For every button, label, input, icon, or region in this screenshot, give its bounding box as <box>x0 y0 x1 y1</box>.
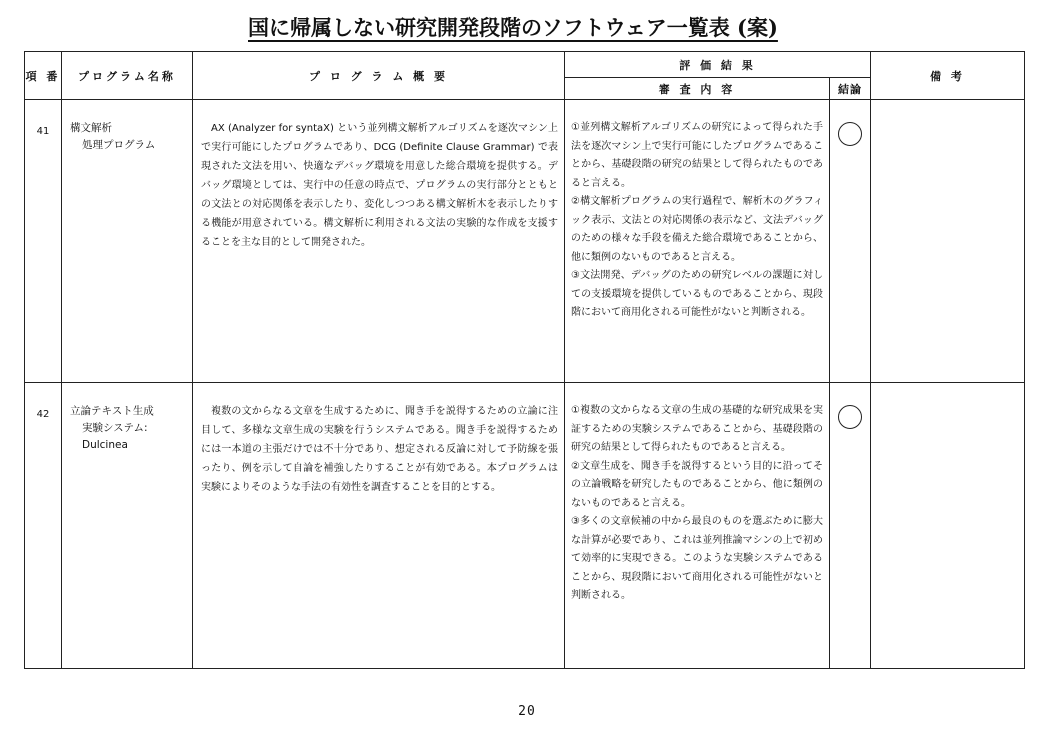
program-summary: AX (Analyzer for syntaX) という並列構文解析アルゴリズムを逐次マシン上で実行可能にしたプログラムであり、DCG (Definite Clause Grammar) で表現された文法を用い、快適なデバッグ環境を用意した総合環境を提供する。デバッグ環境としては、実行中の任意の時点で、プログラムの実行部分とともとの文法との対応関係を表示したり、変化しつつある構文解析木を表示したりする機能が用意されている。構文解析に利用される文法の実験的な作成を支援することを主な目的として開発された。 <box>193 100 565 383</box>
approved-circle-icon <box>838 405 862 429</box>
header-evaluation-result: 評 価 結 果 <box>565 52 871 78</box>
remarks-cell <box>871 100 1025 383</box>
conclusion-cell <box>830 383 871 669</box>
software-list-table <box>24 51 1025 669</box>
review-point: ③多くの文章候補の中から最良のものを選ぶために膨大な計算が必要であり、これは並列推論マシンの上で初めて効率的に実現できる。このような実験システムであることから、現段階において商用化される可能性がないと判断される。 <box>571 516 823 601</box>
remarks-cell <box>871 383 1025 669</box>
program-name-line: 処理プログラム <box>82 139 156 151</box>
program-name-line: Dulcinea <box>82 439 128 451</box>
item-number: 41 <box>25 100 62 383</box>
header-program-summary: プ ロ グ ラ ム 概 要 <box>193 52 565 100</box>
approved-circle-icon <box>838 122 862 146</box>
header-item-no: 項 番 <box>25 52 62 100</box>
header-review-content: 審 査 内 容 <box>565 78 830 100</box>
review-point: ①複数の文からなる文章の生成の基礎的な研究成果を実証するための実験システムであることから、基礎段階の研究の結果として得られたものであると言える。 <box>571 405 823 453</box>
header-row-top <box>25 52 1025 78</box>
program-name-line: 実験システム: <box>82 422 148 434</box>
conclusion-cell <box>830 100 871 383</box>
item-number: 42 <box>25 383 62 669</box>
program-name-line: 構文解析 <box>70 122 112 134</box>
review-point: ②構文解析プログラムの実行過程で、解析木のグラフィック表示、文法との対応関係の表示など、文法デバッグのための様々な手段を備えた総合環境であることから、他に類例のないものであると言える。 <box>571 196 823 263</box>
review-content <box>565 383 830 669</box>
review-point: ②文章生成を、聞き手を説得するという目的に沿ってその立論戦略を研究したものであることから、他に類例のないものであると言える。 <box>571 460 823 509</box>
program-name <box>62 100 193 383</box>
program-summary: 複数の文からなる文章を生成するために、聞き手を説得するための立論に注目して、多様な文章生成の実験を行うシステムである。聞き手を説得するためには一本道の主張だけでは不十分であり、想定される反論に対して予防線を張ったり、例を示して自論を補強したりすることが有効である。本プログラムは実験によりそのような手法の有効性を調査することを目的とする。 <box>193 383 565 669</box>
document-title: 国に帰属しない研究開発段階のソフトウェア一覧表 (案) <box>248 15 778 40</box>
header-remarks: 備 考 <box>871 52 1025 100</box>
program-name-line: 立論テキスト生成 <box>70 405 154 417</box>
review-point: ③文法開発、デバッグのための研究レベルの課題に対しての支援環境を提供しているものであることから、現段階において商用化される可能性がないと判断される。 <box>571 270 823 318</box>
program-name <box>62 383 193 669</box>
review-point: ①並列構文解析アルゴリズムの研究によって得られた手法を逐次マシン上で実行可能にしたプログラムであることから、基礎段階の研究の結果として得られたものであると言える。 <box>571 122 823 189</box>
page-number: 20 <box>518 704 536 719</box>
table-row <box>25 100 1025 383</box>
table-row <box>25 383 1025 669</box>
header-conclusion: 結論 <box>830 78 871 100</box>
review-content <box>565 100 830 383</box>
header-program-name: プログラム名称 <box>62 52 193 100</box>
